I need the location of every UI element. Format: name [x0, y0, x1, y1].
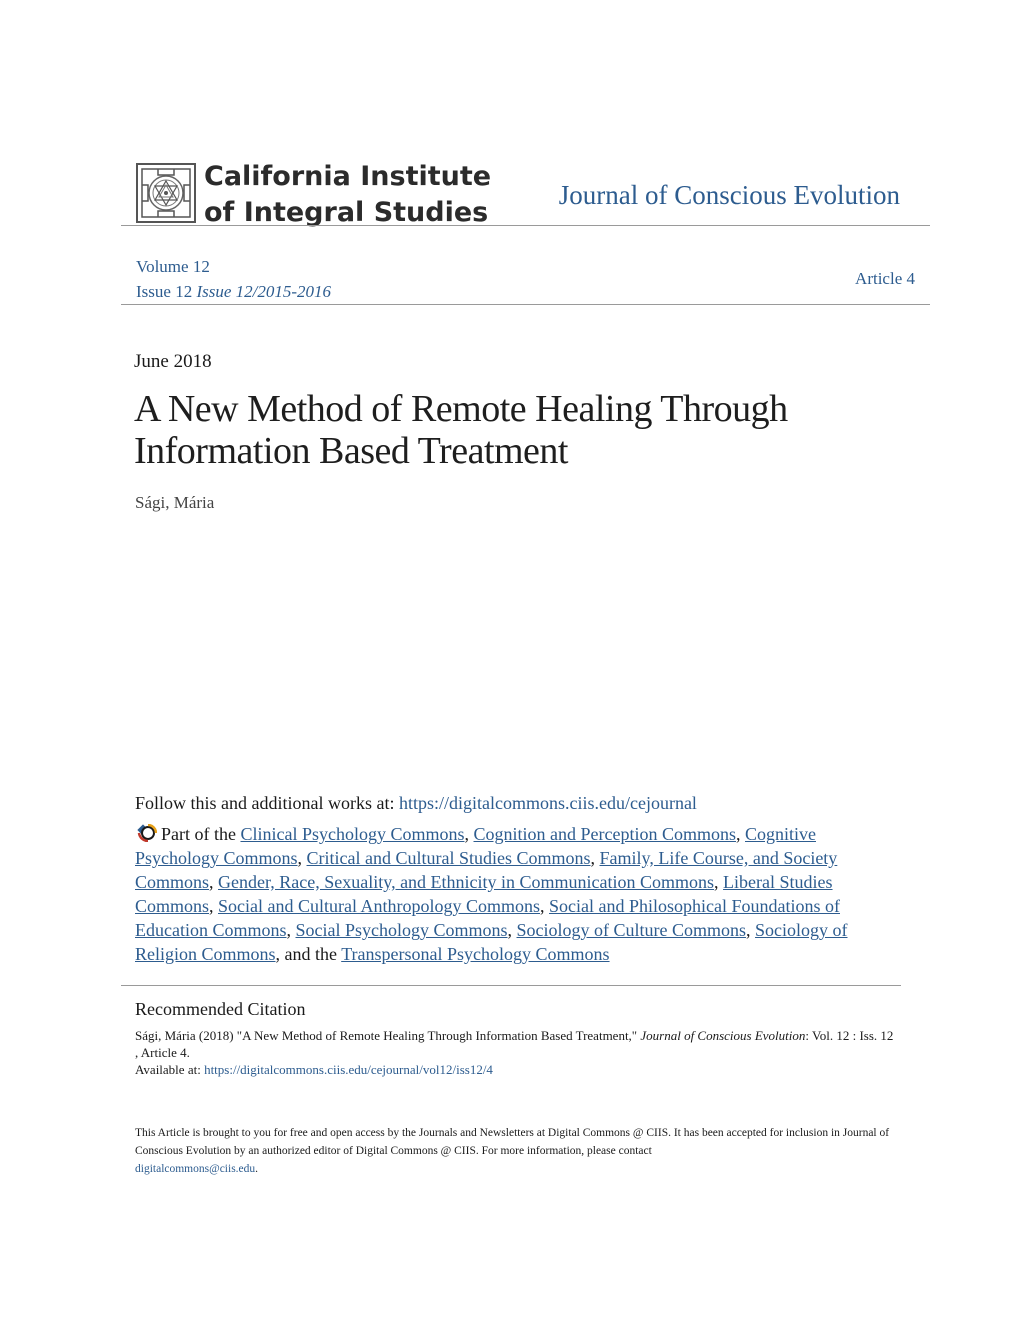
citation-end: : Vol. 12 : Iss. 12 , Article 4. — [135, 1028, 894, 1060]
citation-body: Sági, Mária (2018) "A New Method of Remote Healing Through Information Based Treatment," — [135, 1028, 638, 1043]
commons-list: Part of the Clinical Psychology Commons, Cognition and Perception Commons, Cognitive Psychology Commons, Critical and Cultural Studies Commons, Family, Life Course, and Society Commons, Gender, Race, Sexuality, and Ethnicity in Communication Commons, Liberal Studies Commons, Social and Cultural Anthropology Commons, Social and Philosophical Foundations of Education Commons, Social Psychology Commons, Sociology of Culture Commons, Sociology of Religion Commons, and the Transpersonal Psychology Commons — [135, 824, 848, 964]
citation-divider — [121, 985, 901, 986]
page-title: A New Method of Remote Healing Through Information Based Treatment — [134, 388, 788, 472]
header-divider-top — [121, 225, 930, 226]
commons-link[interactable]: Transpersonal Psychology Commons — [341, 944, 610, 964]
commons-link[interactable]: Sociology of Religion Commons — [135, 920, 848, 964]
citation-text — [135, 1027, 895, 1078]
commons-link[interactable]: Social Psychology Commons — [295, 920, 508, 940]
commons-link[interactable]: Cognition and Perception Commons — [473, 824, 736, 844]
access-notice-end: . — [255, 1163, 259, 1175]
available-label: Available at: — [135, 1062, 201, 1077]
commons-link[interactable]: Sociology of Culture Commons — [516, 920, 747, 940]
follow-label: Follow this and additional works at: — [135, 793, 395, 813]
publication-date: June 2018 — [134, 351, 212, 372]
commons-link[interactable]: Clinical Psychology Commons — [240, 824, 465, 844]
citation-heading: Recommended Citation — [135, 999, 306, 1019]
citation-journal: Journal of Conscious Evolution — [640, 1028, 806, 1043]
sri-yantra-seal-icon — [136, 163, 196, 223]
commons-link[interactable]: Social and Philosophical Foundations of Education Commons — [135, 896, 840, 940]
access-notice-text: This Article is brought to you for free and open access by the Journals and Newsletters at Digital Commons @ CIIS. It has been accepted for inclusion in Journal of Conscious Evolution by an authorized editor of Digital Commons @ CIIS. For more information, please contact — [135, 1127, 890, 1157]
network-commons-icon — [135, 824, 157, 842]
commons-and-the: , and the — [275, 944, 337, 964]
commons-link[interactable]: Liberal Studies Commons — [135, 872, 833, 916]
issue-link[interactable] — [136, 282, 331, 302]
journal-title[interactable]: Journal of Conscious Evolution — [558, 180, 900, 210]
contact-email-link[interactable]: digitalcommons@ciis.edu — [135, 1163, 256, 1175]
commons-link[interactable]: Gender, Race, Sexuality, and Ethnicity in Communication Commons — [218, 872, 715, 892]
issue-year[interactable]: Issue 12/2015-2016 — [196, 282, 332, 301]
author-name: Sági, Mária — [135, 493, 215, 512]
citation-url-link[interactable]: https://digitalcommons.ciis.edu/cejournal/vol12/iss12/4 — [204, 1062, 493, 1077]
volume-link[interactable]: Volume 12 — [136, 257, 210, 276]
commons-link[interactable]: Critical and Cultural Studies Commons — [306, 848, 591, 868]
commons-prefix: Part of the — [161, 824, 236, 844]
header-divider-bottom — [121, 304, 930, 305]
commons-link[interactable]: Family, Life Course, and Society Commons — [135, 848, 838, 892]
institution-name-line1: California Institute — [204, 161, 492, 192]
article-number[interactable]: Article 4 — [855, 269, 915, 288]
follow-url-link[interactable]: https://digitalcommons.ciis.edu/cejournal — [398, 793, 697, 813]
commons-link[interactable]: Social and Cultural Anthropology Commons — [218, 896, 541, 916]
issue-number[interactable]: Issue 12 — [136, 282, 193, 301]
follow-line — [135, 793, 697, 814]
institution-name-line2: of Integral Studies — [204, 197, 489, 228]
commons-link[interactable]: Cognitive Psychology Commons — [135, 824, 816, 868]
access-notice — [135, 1124, 895, 1178]
